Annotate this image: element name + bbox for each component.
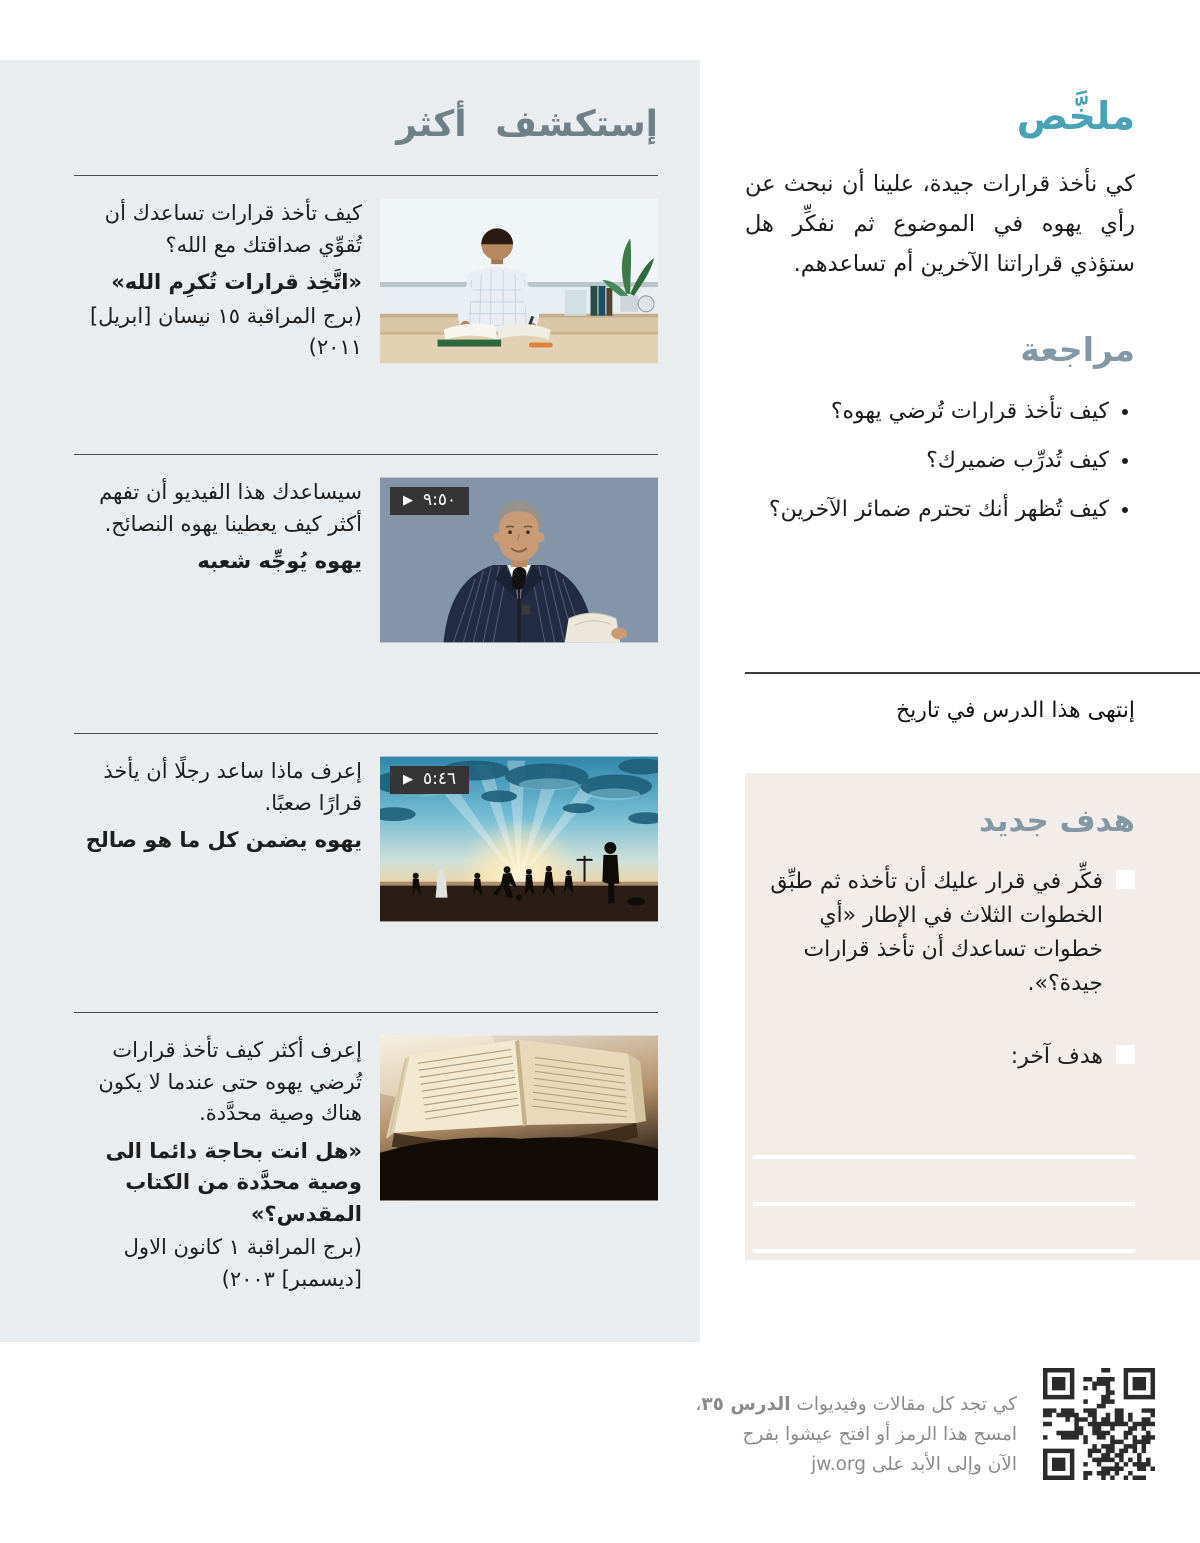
footer-note: [555, 1390, 1017, 1480]
man-studying-illustration: [380, 198, 658, 364]
video-duration-badge: [390, 487, 469, 515]
goal-writing-line[interactable]: [753, 1206, 1135, 1253]
summary-text: كي نأخذ قرارات جيدة، علينا أن نبحث عن رأي يهوه في الموضوع ثم نفكِّر هل ستؤذي قراراتنا الآخرين أم تساعدهم.: [745, 171, 1135, 278]
item-description: إعرف ماذا ساعد رجلًا أن يأخذ قرارًا صعبًا.: [103, 759, 362, 815]
review-question: • كيف تُظهر أنك تحترم ضمائر الآخرين؟: [745, 493, 1109, 526]
open-bible-illustration: [380, 1035, 658, 1201]
goal-writing-area: [753, 1112, 1135, 1261]
goal-other-label: هدف آخر:: [1010, 1043, 1103, 1069]
item-description: كيف تأخذ قرارات تساعدك أن تُقوِّي صداقتك مع الله؟: [104, 201, 362, 257]
review-question: • كيف تُدرِّب ضميرك؟: [745, 444, 1109, 477]
item-text-1: [74, 198, 362, 364]
play-icon: ▶: [403, 772, 413, 787]
explore-item-article-1: [74, 175, 658, 364]
video-thumbnail-sunset-field[interactable]: [380, 756, 658, 922]
review-question: • كيف تأخذ قرارات تُرضي يهوه؟: [745, 395, 1109, 428]
item-text-3: [74, 756, 362, 857]
goal-task-row: [753, 865, 1135, 1001]
lesson-summary-column: [745, 60, 1200, 1260]
review-question-list: [745, 395, 1135, 526]
lesson-completed-date-label: إنتهى هذا الدرس في تاريخ: [895, 698, 1135, 724]
explore-item-article-2: [74, 1012, 658, 1295]
item-text-4: [74, 1035, 362, 1295]
item-description: إعرف أكثر كيف تأخذ قرارات تُرضي يهوه حتى عندما لا يكون هناك وصية محدَّدة.: [98, 1038, 362, 1125]
goal-checkbox[interactable]: [1116, 1045, 1135, 1064]
goal-checkbox[interactable]: [1116, 870, 1135, 889]
lesson-number: الدرس ٣٥: [701, 1394, 791, 1415]
article-thumbnail-man-studying[interactable]: [380, 198, 658, 364]
item-source: (برج المراقبة ١٥ نيسان [ابريل] ٢٠١١): [89, 303, 362, 359]
item-text-2: [74, 477, 362, 578]
article-thumbnail-open-bible[interactable]: [380, 1035, 658, 1201]
footer-line-1: كي تجد كل مقالات وفيديوات الدرس ٣٥،: [695, 1394, 1017, 1415]
video-duration: ٥:٤٦: [423, 769, 457, 789]
qr-footer: [555, 1368, 1155, 1480]
summary-heading: ملخَّص: [1016, 94, 1135, 138]
explore-item-video-2: [74, 733, 658, 922]
new-goal-heading: هدف جديد: [979, 803, 1135, 840]
item-title-link[interactable]: يهوه يضمن كل ما هو صالح: [85, 828, 362, 852]
footer-line-2: امسح هذا الرمز أو افتح عيشوا بفرح: [742, 1423, 1017, 1445]
qr-code-graphic: [1043, 1368, 1155, 1480]
item-title-link[interactable]: «اتَّخِذ قرارات تُكرِم الله»: [111, 270, 362, 294]
item-title-link[interactable]: يهوه يُوجِّه شعبه: [197, 549, 362, 573]
explore-more-heading: إستكشف أكثر: [396, 104, 658, 145]
new-goal-box: [745, 773, 1200, 1260]
goal-writing-line[interactable]: [753, 1253, 1135, 1261]
video-duration-badge: [390, 766, 469, 794]
footer-line-3: الآن وإلى الأبد على jw.org: [811, 1453, 1017, 1475]
item-source: (برج المراقبة ١ كانون الاول [ديسمبر] ٢٠٠٣): [123, 1235, 362, 1291]
qr-code: [1043, 1368, 1155, 1480]
video-thumbnail-speaker[interactable]: [380, 477, 658, 643]
goal-task-text: فكِّر في قرار عليك أن تأخذه ثم طبِّق الخطوات الثلاث في الإطار «أي خطوات تساعدك أن تأخذ قرارات جيدة؟».: [770, 869, 1103, 997]
video-duration: ٩:٥٠: [423, 490, 457, 510]
review-heading: مراجعة: [1020, 330, 1135, 370]
item-description: سيساعدك هذا الفيديو أن تفهم أكثر كيف يعطينا يهوه النصائح.: [99, 480, 362, 536]
play-icon: ▶: [403, 493, 413, 508]
item-title-link[interactable]: «هل انت بحاجة دائما الى وصية محدَّدة من الكتاب المقدس؟»: [105, 1138, 362, 1226]
goal-writing-line[interactable]: [753, 1112, 1135, 1159]
explore-more-panel: [0, 60, 700, 1342]
section-divider: [745, 672, 1200, 674]
jw-org-link[interactable]: jw.org: [811, 1453, 866, 1475]
goal-task-row-other: [753, 1040, 1135, 1074]
goal-writing-line[interactable]: [753, 1159, 1135, 1206]
explore-item-video-1: [74, 454, 658, 643]
